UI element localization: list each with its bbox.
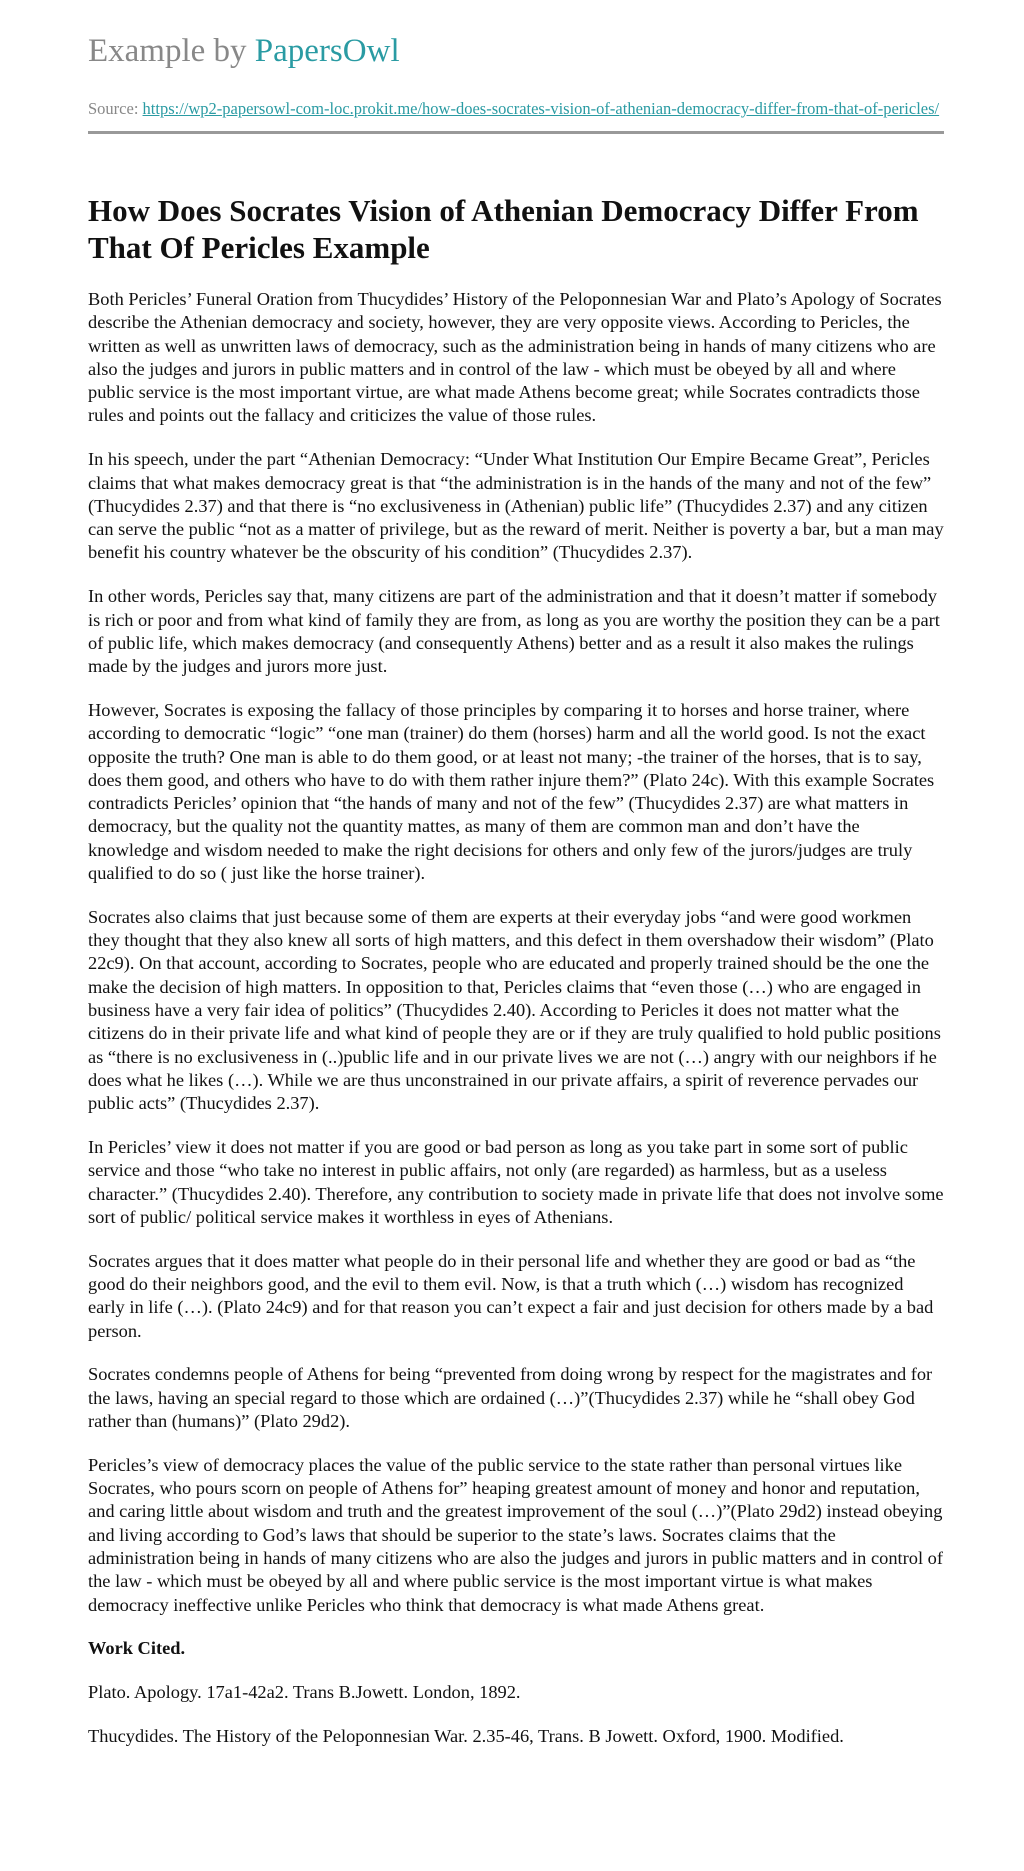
body-paragraph: In his speech, under the part “Athenian Democracy: “Under What Institution Our Empire Became Great”, Pericles claims that what makes democracy great is that “the administration is in the hands of the many and not of the few” (Thucydides 2.37) and that there is “no exclusiveness in (Athenian) public life” (Thucydides 2.37) and any citizen can serve the public “not as a matter of privilege, but as the reward of merit. Neither is poverty a bar, but a man may benefit his country whatever be the obscurity of his condition” (Thucydides 2.37). [88, 449, 944, 563]
works-cited-heading: Work Cited. [88, 1638, 186, 1659]
source-link[interactable]: https://wp2-papersowl-com-loc.prokit.me/how-does-socrates-vision-of-athenian-democracy-differ-from-that-of-pericles/ [142, 99, 940, 118]
brand-name: PapersOwl [254, 33, 400, 69]
brand-prefix: Example by [88, 33, 255, 69]
article-title: How Does Socrates Vision of Athenian Democracy Differ From That Of Pericles Example [88, 193, 919, 265]
body-paragraph: Socrates also claims that just because some of them are experts at their everyday jobs “and were good workmen they thought that they also knew all sorts of high matters, and this defect in them overshadow their wisdom” (Plato 22c9). On that account, according to Socrates, people who are educated and properly trained should be the one the make the decision of high matters. In opposition to that, Pericles claims that “even those (…) who are engaged in business have a very fair idea of politics” (Thucydides 2.40). According to Pericles it does not matter what the citizens do in their private life and what kind of people they are or if they are truly qualified to hold public positions as “there is no exclusiveness in (..)public life and in our private lives we are not (…) angry with our neighbors if he does what he likes (…). While we are thus unconstrained in our private affairs, a spirit of reverence pervades our public acts” (Thucydides 2.37). [88, 906, 941, 1114]
body-paragraph: Pericles’s view of democracy places the value of the public service to the state rather than personal virtues like Socrates, who pours scorn on people of Athens for” heaping greatest amount of money and honor and reputation, and caring little about wisdom and truth and the greatest improvement of the soul (…)”(Plato 29d2) instead obeying and living according to God’s laws that should be superior to the state’s laws. Socrates claims that the administration being in hands of many citizens who are also the judges and jurors in public matters and in control of the law - which must be obeyed by all and where public service is the most important virtue is what makes democracy ineffective unlike Pericles who think that democracy is what made Athens great. [88, 1454, 943, 1615]
body-paragraph: In other words, Pericles say that, many citizens are part of the administration and that it doesn’t matter if somebody is rich or poor and from what kind of family they are from, as long as you are worthy the position they can be a part of public life, which makes democracy (and consequently Athens) better and as a result it also makes the rulings made by the judges and jurors more just. [88, 586, 940, 677]
article-body [88, 288, 944, 1748]
body-paragraph: However, Socrates is exposing the fallacy of those principles by comparing it to horses and horse trainer, where according to democratic “logic” “one man (trainer) do them (horses) harm and all the world good. Is not the exact opposite the truth? One man is able to do them good, or at least not many; -the trainer of the horses, that is to say, does them good, and others who have to do with them rather injure them?” (Plato 24c). With this example Socrates contradicts Pericles’ opinion that “the hands of many and not of the few” (Thucydides 2.37) are what matters in democracy, but the quality not the quantity mattes, as many of them are common man and don’t have the knowledge and wisdom needed to make the right decisions for others and only few of the jurors/judges are truly qualified to do so ( just like the horse trainer). [88, 699, 935, 884]
source-line [88, 98, 944, 119]
brand-header [88, 30, 944, 72]
works-cited-entry: Thucydides. The History of the Peloponnesian War. 2.35-46, Trans. B Jowett. Oxford, 1900. Modified. [88, 1725, 844, 1746]
works-cited-entry: Plato. Apology. 17a1-42a2. Trans B.Jowett. London, 1892. [88, 1682, 521, 1703]
source-label: Source: [88, 99, 143, 118]
body-paragraph: In Pericles’ view it does not matter if you are good or bad person as long as you take part in some sort of public service and those “who take no interest in public affairs, not only (are regarded) as harmless, but as a useless character.” (Thucydides 2.40). Therefore, any contribution to society made in private life that does not involve some sort of public/ political service makes it worthless in eyes of Athenians. [88, 1137, 944, 1227]
body-paragraph: Socrates condemns people of Athens for being “prevented from doing wrong by respect for the magistrates and for the laws, having an special regard to those which are ordained (…)”(Thucydides 2.37) while he “shall obey God rather than (humans)” (Plato 29d2). [88, 1364, 933, 1431]
body-paragraph: Both Pericles’ Funeral Oration from Thucydides’ History of the Peloponnesian War and Plato’s Apology of Socrates describe the Athenian democracy and society, however, they are very opposite views. According to Pericles, the written as well as unwritten laws of democracy, such as the administration being in hands of many citizens who are also the judges and jurors in public matters and in control of the law - which must be obeyed by all and where public service is the most important virtue, are what made Athens become great; while Socrates contradicts those rules and points out the fallacy and criticizes the value of those rules. [88, 289, 942, 426]
body-paragraph: Socrates argues that it does matter what people do in their personal life and whether they are good or bad as “the good do their neighbors good, and the evil to them evil. Now, is that a truth which (…) wisdom has recognized early in life (…). (Plato 24c9) and for that reason you can’t expect a fair and just decision for others made by a bad person. [88, 1250, 934, 1341]
header-divider [88, 131, 944, 134]
